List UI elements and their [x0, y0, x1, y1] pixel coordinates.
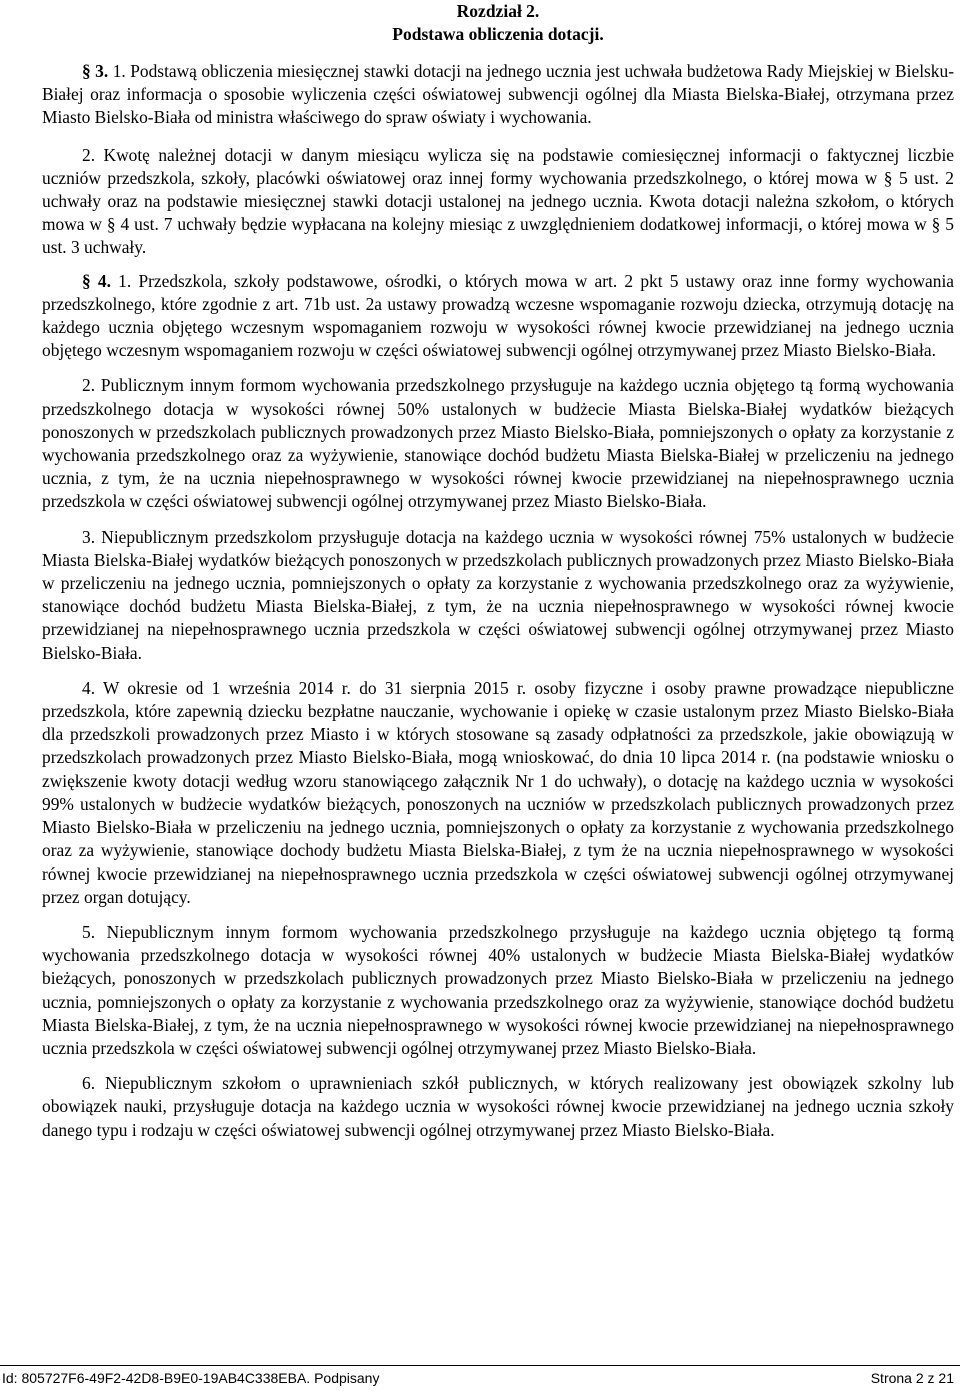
paragraph-text: Podstawą obliczenia miesięcznej stawki dotacji na jednego ucznia jest uchwała budżetowa Rady Miejskiej w Bielsku-Białej oraz informacja o sposobie wyliczenia części oświatowej subwencji ogólnej dla Miasta Bielska-Białej, otrzymana przez Miasto Bielsko-Biała od ministra właściwego do spraw oświaty i wychowania. [42, 61, 954, 128]
paragraph-text: Kwotę należnej dotacji w danym miesiącu wylicza się na podstawie comiesięcznej informacji o faktycznej liczbie uczniów przedszkola, szkoły, placówki oświatowej oraz innej formy wychowania przedszkolnego, o której mowa w § 5 ust. 2 uchwały oraz na podstawie miesięcznej stawki dotacji ustalonej na jednego ucznia. Kwota dotacji należna szkołom, o których mowa w § 4 ust. 7 uchwały będzie wypłacana na kolejny miesiąc z uwzględnieniem dodatkowej informacji, o której mowa w § 5 ust. 3 uchwały. [42, 144, 954, 258]
chapter-subtitle: Podstawa obliczenia dotacji. [392, 24, 604, 44]
paragraph-4-1 [42, 270, 954, 363]
section-number: § 3. [82, 61, 109, 81]
paragraph-text: Przedszkola, szkoły podstawowe, ośrodki, o których mowa w art. 2 pkt 5 ustawy oraz inne formy wychowania przedszkolnego, które zgodnie z art. 71b ust. 2a ustawy prowadzą wczesne wspomaganie rozwoju dziecka, otrzymują dotację na każdego ucznia objętego wczesnym wspomaganiem rozwoju w wysokości równej kwocie przewidzianej na jednego ucznia objętego wczesnym wspomaganiem rozwoju w części oświatowej subwencji ogólnej otrzymywanej przez Miasto Bielsko-Biała. [42, 270, 955, 361]
clause-number: 1. [118, 270, 132, 291]
document-page [42, 0, 954, 1142]
clause-number: 2. [82, 144, 96, 165]
paragraph-3-1 [42, 60, 954, 130]
clause-number: 3. [82, 526, 96, 547]
clause-number: 4. [82, 677, 96, 698]
paragraph-text: W okresie od 1 września 2014 r. do 31 sierpnia 2015 r. osoby fizyczne i osoby prawne prowadzące niepubliczne przedszkola, które zapewnią dziecku bezpłatne nauczanie, wychowanie i opiekę w czasie ustalonym przez Miasto Bielsko-Biała dla przedszkoli prowadzonych przez Miasto i w których stosowane są zasady odpłatności za przedszkole, jakie obowiązują w przedszkolach prowadzonych przez Miasto Bielsko-Biała, mogą wnioskować, do dnia 10 lipca 2014 r. (na podstawie wniosku o zwiększenie kwoty dotacji według wzoru stanowiącego załącznik Nr 1 do uchwały), o dotację na każdego ucznia w wysokości 99% ustalonych w budżecie wydatków bieżących, ponoszonych na uczniów w przedszkolach publicznych prowadzonych przez Miasto Bielsko-Biała w przeliczeniu na jednego ucznia, pomniejszonych o opłaty za korzystanie z wychowania przedszkolnego oraz za wyżywienie, stanowiące dochody budżetu Miasta Bielska-Białej, z tym że na ucznia niepełnosprawnego w wysokości równej kwocie przewidzianej na niepełnosprawnego ucznia przedszkola w części oświatowej subwencji ogólnej otrzymywanej przez organ dotujący. [42, 677, 954, 907]
paragraph-text: Niepublicznym szkołom o uprawnieniach szkół publicznych, w których realizowany jest obowiązek szkolny lub obowiązek nauki, przysługuje dotacja na każdego ucznia w wysokości równej kwocie przewidzianej na jednego ucznia szkoły danego typu i rodzaju w części oświatowej subwencji ogólnej otrzymywanej przez Miasto Bielsko-Biała. [42, 1073, 954, 1140]
paragraph-3-2 [42, 144, 954, 260]
section-number: § 4. [82, 270, 111, 291]
chapter-title: Rozdział 2. [456, 1, 540, 21]
paragraph-text: Publicznym innym formom wychowania przedszkolnego przysługuje na każdego ucznia objętego tą formą wychowania przedszkolnego dotacja w wysokości równej 50% ustalonych w budżecie Miasta Bielska-Białej wydatków bieżących ponoszonych w przedszkolach publicznych prowadzonych przez Miasto Bielsko-Biała, pomniejszonych o opłaty za korzystanie z wychowania przedszkolnego oraz za wyżywienie, stanowiące dochód budżetu Miasta Bielska-Białej w przeliczeniu na jednego ucznia, z tym, że na ucznia niepełnosprawnego w wysokości równej kwocie przewidzianej na niepełnosprawnego ucznia przedszkola w części oświatowej subwencji ogólnej otrzymywanej przez Miasto Bielsko-Biała. [42, 375, 954, 512]
paragraph-text: Niepublicznym innym formom wychowania przedszkolnego przysługuje na każdego ucznia objętego tą formą wychowania przedszkolnego dotacja w wysokości równej 40% ustalonych w budżecie Miasta Bielska-Białej wydatków bieżących, ponoszonych w przedszkolach publicznych prowadzonych przez Miasto Bielsko-Biała w przeliczeniu na jednego ucznia, pomniejszonych o opłaty za korzystanie z wychowania przedszkolnego oraz za wyżywienie, stanowiące dochód budżetu Miasta Bielska-Białej, z tym, że na ucznia niepełnosprawnego w wysokości równej kwocie przewidzianej na niepełnosprawnego ucznia przedszkola w części oświatowej subwencji ogólnej otrzymywanej przez Miasto Bielsko-Biała. [42, 921, 954, 1058]
paragraph-4-2 [42, 374, 954, 513]
clause-number: 1. [112, 61, 126, 81]
clause-number: 2. [82, 375, 96, 396]
paragraph-4-5 [42, 921, 954, 1060]
clause-number: 5. [82, 921, 96, 942]
footer-divider [0, 1365, 960, 1366]
paragraph-4-6 [42, 1072, 954, 1142]
document-id: Id: 805727F6-49F2-42D8-B9E0-19AB4C338EBA. Podpisany [2, 1370, 380, 1386]
paragraph-4-3 [42, 526, 954, 665]
page-footer [0, 1370, 960, 1390]
paragraph-4-4 [42, 677, 954, 909]
paragraph-text: Niepublicznym przedszkolom przysługuje dotacja na każdego ucznia w wysokości równej 75% ustalonych w budżecie Miasta Bielska-Białej wydatków bieżących ponoszonych w przedszkolach publicznych prowadzonych przez Miasto Bielsko-Biała w przeliczeniu na jednego ucznia, pomniejszonych o opłaty za korzystanie z wychowania przedszkolnego oraz za wyżywienie, stanowiące dochód budżetu Miasta Bielska-Białej, z tym, że na ucznia niepełnosprawnego w wysokości równej kwocie przewidzianej na niepełnosprawnego ucznia przedszkola w części oświatowej subwencji ogólnej otrzymywanej przez Miasto Bielsko-Biała. [42, 526, 954, 663]
clause-number: 6. [82, 1073, 96, 1094]
page-number: Strona 2 z 21 [870, 1370, 954, 1386]
